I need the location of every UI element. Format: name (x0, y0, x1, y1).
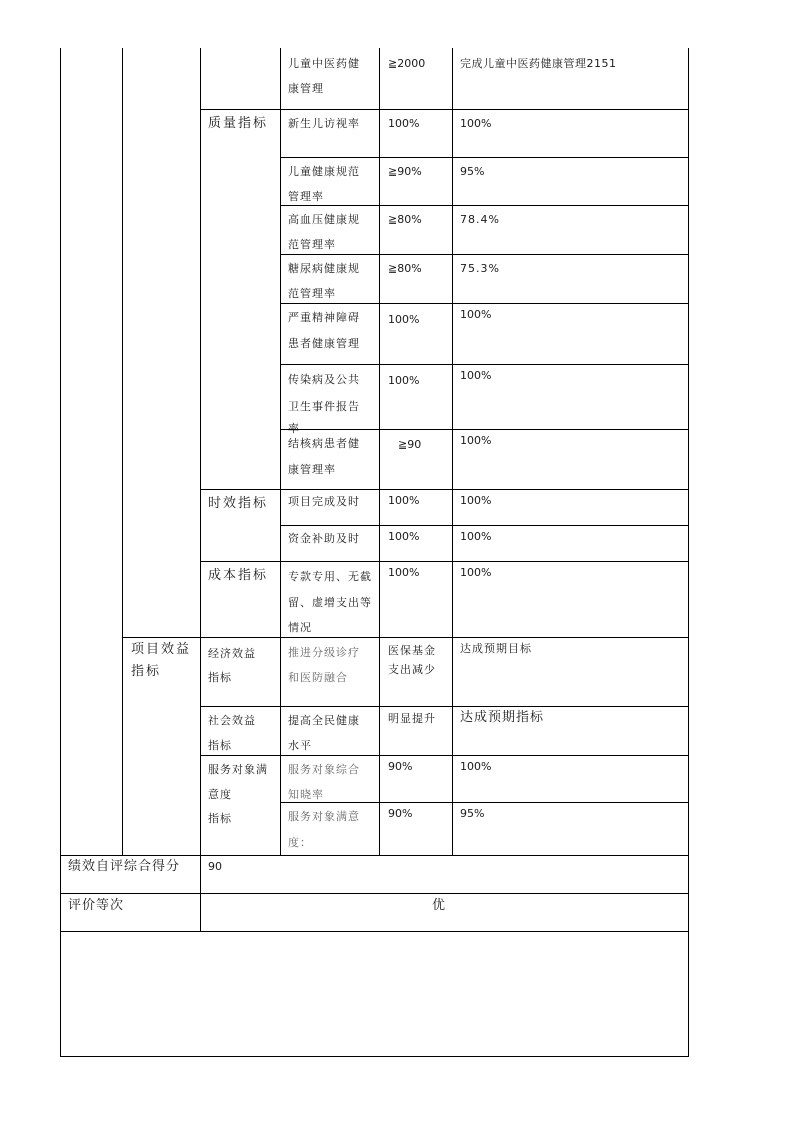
indicator-economic-l1: 推进分级诊疗 (288, 646, 360, 659)
category-social-l1: 社会效益 (208, 714, 256, 727)
grade-label: 评价等次 (68, 898, 125, 913)
actual-cost: 100% (460, 566, 492, 579)
indicator-infectious-l3: 率 (288, 422, 300, 435)
indicator-child-tcm-l1: 儿童中医药健 (288, 57, 360, 70)
indicator-economic-l2: 和医防融合 (288, 671, 348, 684)
indicator-hypertension-l1: 高血压健康规 (288, 213, 360, 226)
benefit-group-l2: 指标 (131, 664, 162, 679)
row-line (200, 706, 689, 707)
indicator-cost-l3: 情况 (288, 621, 312, 634)
actual-newborn: 100% (460, 117, 492, 130)
row-line (200, 561, 689, 562)
target-infectious: 100% (388, 374, 420, 387)
actual-mental: 100% (460, 308, 492, 321)
row-line (280, 205, 689, 206)
row-line (280, 254, 689, 255)
category-cost: 成本指标 (208, 568, 269, 583)
actual-hypertension: 78.4% (460, 213, 500, 226)
grade-value: 优 (432, 898, 448, 913)
indicator-mental-l2: 患者健康管理 (288, 337, 360, 350)
indicator-child-health-l1: 儿童健康规范 (288, 165, 360, 178)
indicator-subsidy: 资金补助及时 (288, 532, 360, 545)
border-left (60, 48, 61, 1057)
row-line (60, 893, 689, 894)
category-satisfaction-l2: 意度 (208, 788, 232, 801)
target-mental: 100% (388, 313, 420, 326)
actual-social: 达成预期指标 (460, 710, 545, 725)
target-satisfaction: 90% (388, 807, 413, 820)
indicator-tb-l2: 康管理率 (288, 463, 336, 476)
category-social-l2: 指标 (208, 739, 232, 752)
indicator-infectious-l1: 传染病及公共 (288, 373, 360, 386)
border-right (688, 48, 689, 1057)
target-economic-l1: 医保基金 (388, 644, 436, 657)
target-hypertension: ≧80% (388, 213, 422, 226)
indicator-diabetes-l1: 糖尿病健康规 (288, 262, 360, 275)
score-label: 绩效自评综合得分 (68, 859, 181, 874)
target-completion: 100% (388, 494, 420, 507)
target-social: 明显提升 (388, 712, 436, 725)
indicator-awareness-l2: 知晓率 (288, 788, 324, 801)
target-child-health: ≧90% (388, 165, 422, 178)
actual-completion: 100% (460, 494, 492, 507)
row-line (280, 802, 689, 803)
benefit-group-l1: 项目效益 (131, 642, 192, 657)
row-line (60, 931, 689, 932)
indicator-infectious-l2: 卫生事件报告 (288, 400, 360, 413)
actual-awareness: 100% (460, 760, 492, 773)
row-line (200, 755, 689, 756)
row-line (200, 489, 689, 490)
indicator-child-tcm-l2: 康管理 (288, 82, 324, 95)
indicator-social-l1: 提高全民健康 (288, 714, 360, 727)
category-economic-l2: 指标 (208, 671, 232, 684)
category-satisfaction-l3: 指标 (208, 812, 232, 825)
indicator-hypertension-l2: 范管理率 (288, 238, 336, 251)
col-line-4 (379, 48, 380, 855)
target-diabetes: ≧80% (388, 262, 422, 275)
indicator-cost-l1: 专款专用、无截 (288, 570, 372, 583)
indicator-satisfaction-l2: 度： (288, 836, 312, 849)
indicator-social-l2: 水平 (288, 739, 312, 752)
actual-tb: 100% (460, 434, 492, 447)
row-line (200, 109, 689, 110)
indicator-awareness-l1: 服务对象综合 (288, 763, 360, 776)
col-line-5 (452, 48, 453, 855)
border-bottom (60, 1056, 689, 1057)
category-satisfaction-l1: 服务对象满 (208, 763, 268, 776)
target-child-tcm: ≧2000 (388, 57, 426, 70)
actual-child-tcm: 完成儿童中医药健康管理2151 (460, 57, 617, 70)
score-value: 90 (208, 860, 222, 873)
target-cost: 100% (388, 566, 420, 579)
indicator-child-health-l2: 管理率 (288, 190, 324, 203)
target-tb: ≧90 (398, 438, 422, 451)
category-timeliness: 时效指标 (208, 496, 269, 511)
category-economic-l1: 经济效益 (208, 647, 256, 660)
category-quality: 质量指标 (208, 116, 269, 131)
actual-infectious: 100% (460, 369, 492, 382)
actual-economic: 达成预期目标 (460, 642, 532, 655)
col-line-1 (122, 48, 123, 855)
clip-infectious (288, 416, 378, 435)
target-subsidy: 100% (388, 530, 420, 543)
actual-child-health: 95% (460, 165, 485, 178)
indicator-diabetes-l2: 范管理率 (288, 287, 336, 300)
indicator-mental-l1: 严重精神障碍 (288, 311, 360, 324)
indicator-tb-l1: 结核病患者健 (288, 437, 360, 450)
actual-satisfaction: 95% (460, 807, 485, 820)
indicator-completion: 项目完成及时 (288, 495, 360, 508)
indicator-cost-l2: 留、虚增支出等 (288, 596, 372, 609)
target-awareness: 90% (388, 760, 413, 773)
col-line-3 (280, 48, 281, 855)
target-newborn: 100% (388, 117, 420, 130)
actual-diabetes: 75.3% (460, 262, 500, 275)
actual-subsidy: 100% (460, 530, 492, 543)
row-line (280, 157, 689, 158)
indicator-satisfaction-l1: 服务对象满意 (288, 810, 360, 823)
target-economic-l2: 支出减少 (388, 663, 436, 676)
indicator-newborn: 新生儿访视率 (288, 117, 360, 130)
